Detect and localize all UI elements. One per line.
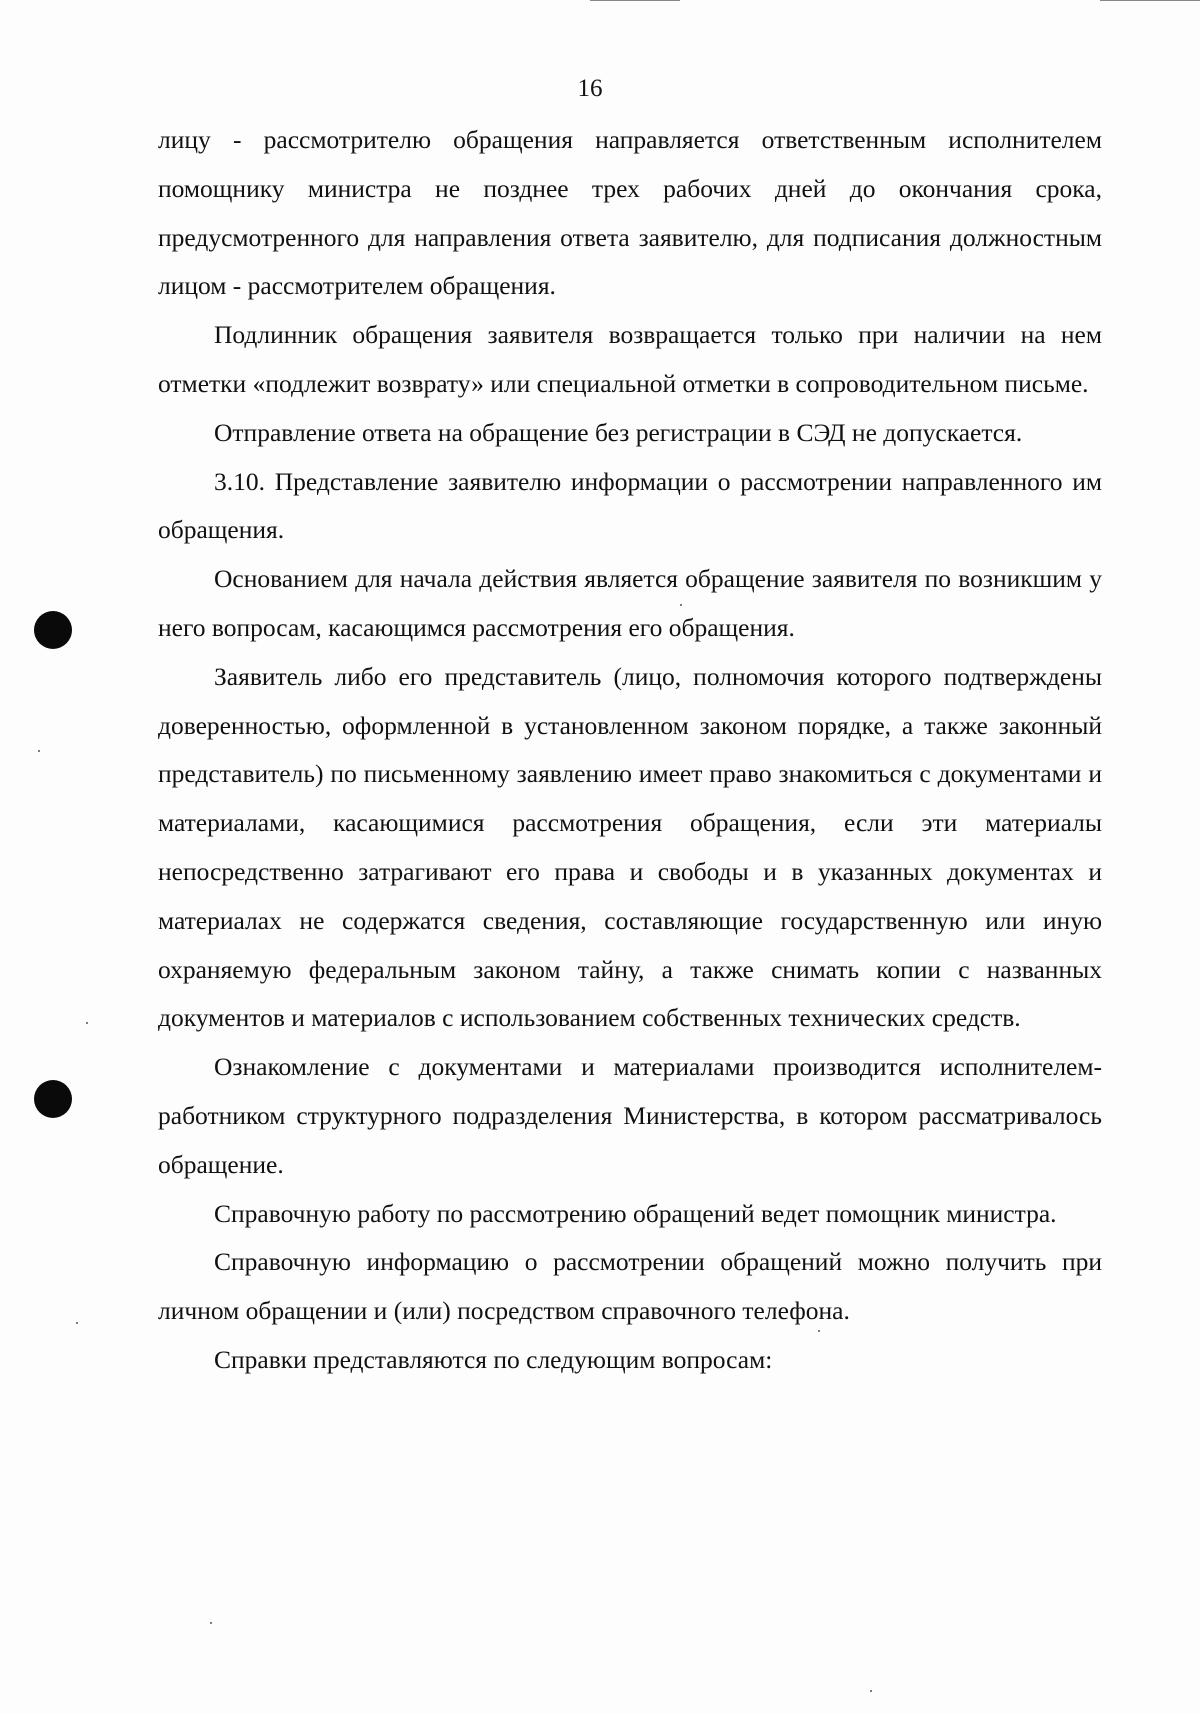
scan-speck bbox=[76, 1322, 78, 1324]
punch-hole-bottom bbox=[34, 1080, 72, 1118]
paragraph-continuation: лицу - рассмотрителю обращения направляется ответственным исполнителем помощнику министра не позднее трех рабочих дней до окончания срока, предусмотренного для направления ответа заявителю, для подписания должностным лицом - рассмотрителем обращения. bbox=[158, 125, 1102, 301]
scan-speck bbox=[210, 1622, 212, 1624]
document-body bbox=[158, 116, 1102, 1385]
paragraph-registration: Отправление ответа на обращение без регистрации в СЭД не допускается. bbox=[214, 417, 1023, 447]
paragraph-original-return: Подлинник обращения заявителя возвращается только при наличии на нем отметки «подлежит возврату» или специальной отметки в сопроводительном письме. bbox=[158, 320, 1102, 398]
scan-speck bbox=[38, 750, 40, 752]
paragraph-reference-work: Справочную работу по рассмотрению обращений ведет помощник министра. bbox=[214, 1198, 1057, 1228]
section-heading-3-10: 3.10. Представление заявителю информации о рассмотрении направленного им обращения. bbox=[158, 466, 1102, 545]
paragraph-applicant-rights: Заявитель либо его представитель (лицо, полномочия которого подтверждены доверенностью, оформленной в установленном законом порядке, а также законный представитель) по письменному заявлению имеет право знакомиться с документами и материалами, касающимися рассмотрения обращения, если эти материалы непосредственно затрагивают его права и свободы и в указанных документах и материалах не содержатся сведения, составляющие государственную или иную охраняемую федеральным законом тайну, а также снимать копии с названных документов и материалов с использованием собственных технических средств. bbox=[158, 661, 1102, 1033]
paragraph-reference-info: Справочную информацию о рассмотрении обращений можно получить при личном обращении и (или) посредством справочного телефона. bbox=[158, 1247, 1102, 1326]
paragraph-basis: Основанием для начала действия является обращение заявителя по возникшим у него вопросам, касающимся рассмотрения его обращения. bbox=[158, 564, 1102, 642]
page-number: 16 bbox=[577, 75, 603, 102]
paragraph-reference-questions: Справки представляются по следующим вопросам: bbox=[214, 1344, 773, 1374]
punch-hole-top bbox=[34, 611, 72, 649]
scan-speck bbox=[870, 1690, 872, 1692]
scan-speck bbox=[86, 1022, 88, 1024]
scan-edge-mark bbox=[590, 0, 680, 1]
paragraph-familiarization: Ознакомление с документами и материалами производится исполнителем-работником структурного подразделения Министерства, в котором рассматривалось обращение. bbox=[158, 1052, 1102, 1179]
scan-edge-mark bbox=[1100, 0, 1200, 1]
